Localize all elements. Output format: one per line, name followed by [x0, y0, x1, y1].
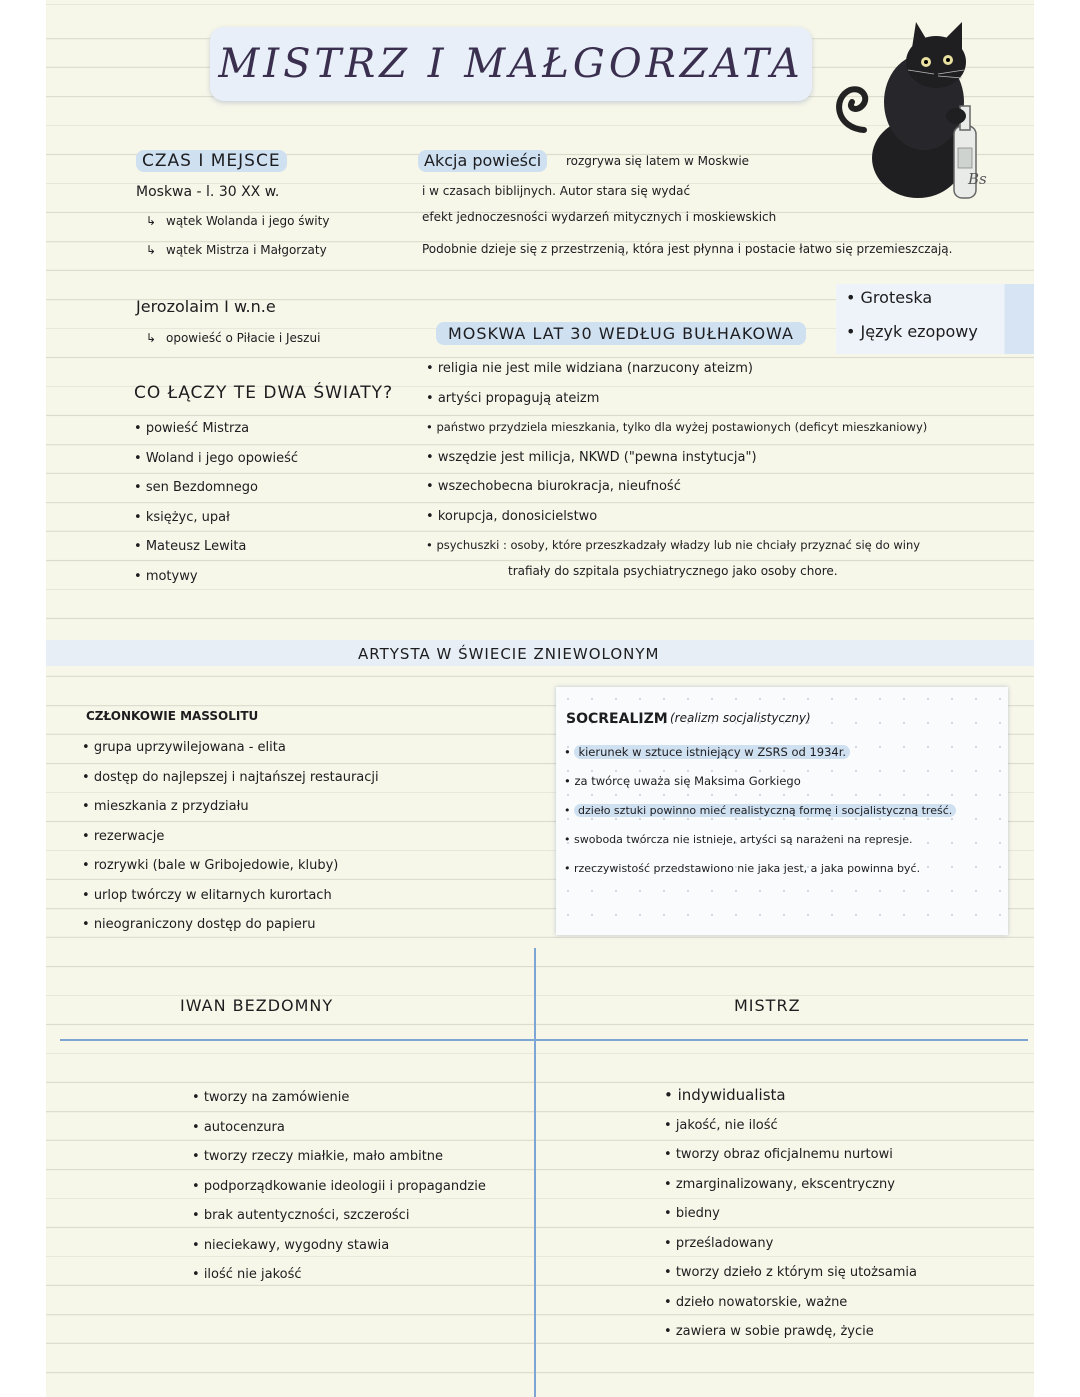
list-item: • prześladowany — [664, 1229, 917, 1259]
moscow-list — [426, 354, 927, 561]
list-item: • swoboda twórcza nie istnieje, artyści są narażeni na represje. — [564, 825, 956, 854]
list-item: • państwo przydziela mieszkania, tylko dla wyżej postawionych (deficyt mieszkaniowy) — [426, 413, 927, 443]
list-item: • korupcja, donosicielstwo — [426, 502, 927, 532]
mistrz-list — [664, 1081, 917, 1347]
cat-with-bottle-illustration — [826, 18, 1026, 208]
list-item: • tworzy rzeczy miałkie, mało ambitne — [192, 1142, 486, 1172]
list-item: • wszechobecna biurokracja, nieufność — [426, 472, 927, 502]
feature-text: Groteska — [860, 288, 933, 307]
list-item: • dzieło nowatorskie, ważne — [664, 1288, 917, 1318]
section-heading-laczy: CO ŁĄCZY TE DWA ŚWIATY? — [134, 383, 394, 403]
list-item-text: dzieło sztuki powinno mieć realistyczną formę i socjalistyczną treść. — [574, 804, 956, 817]
list-item: • powieść Mistrza — [134, 414, 298, 444]
list-item-text: kierunek w sztuce istniejący w ZSRS od 1934r. — [574, 745, 850, 759]
time-jerusalem: Jerozolaim I w.n.e — [136, 297, 276, 316]
section-heading-czas: CZAS I MEJSCE — [136, 150, 287, 172]
thread-arrow-icon: ↳ — [146, 214, 157, 228]
column-divider — [534, 948, 536, 1397]
page-title: MISTRZ I MAŁGORZATA — [218, 41, 804, 87]
list-item: • ilość nie jakość — [192, 1260, 486, 1290]
list-item: • księżyc, upał — [134, 503, 298, 533]
section-heading-massolit: CZŁONKOWIE MASSOLITU — [86, 709, 259, 723]
list-item: • podporządkowanie ideologii i propagandzie — [192, 1172, 486, 1202]
list-item: • rzeczywistość przedstawiono nie jaka jest, a jaka powinna być. — [564, 854, 956, 883]
list-item: • nieciekawy, wygodny stawia — [192, 1231, 486, 1261]
list-item: • zmarginalizowany, ekscentryczny — [664, 1170, 917, 1200]
row-divider — [60, 1039, 1028, 1041]
thread-woland: wątek Wolanda i jego świty — [166, 214, 330, 228]
plot-line: rozgrywa się latem w Moskwie — [566, 154, 750, 168]
section-heading-artysta: ARTYSTA W ŚWIECIE ZNIEWOLONYM — [358, 645, 660, 663]
list-item: • tworzy na zamówienie — [192, 1083, 486, 1113]
thread-arrow-icon: ↳ — [146, 243, 157, 257]
plot-line: Podobnie dzieje się z przestrzenią, która jest płynna i postacie łatwo się przemieszczają. — [422, 242, 953, 256]
massolit-list — [82, 733, 379, 940]
feature-jezyk: • Język ezopowy — [846, 322, 978, 341]
artist-signature: Bs — [968, 170, 987, 188]
list-item: • Mateusz Lewita — [134, 532, 298, 562]
list-item: • psychuszki : osoby, które przeszkadzały władzy lub nie chciały przyznać się do winy — [426, 531, 927, 561]
link-list — [134, 414, 298, 591]
socrealism-list — [564, 738, 956, 883]
list-item: • brak autentyczności, szczerości — [192, 1201, 486, 1231]
list-item: • dostęp do najlepszej i najtańszej restauracji — [82, 763, 379, 793]
list-item: • indywidualista — [664, 1081, 917, 1111]
iwan-list — [192, 1083, 486, 1290]
plot-label: Akcja powieści — [418, 150, 547, 172]
plot-line: efekt jednoczesności wydarzeń mitycznych i moskiewskich — [422, 210, 777, 224]
time-moscow: Moskwa - l. 30 XX w. — [136, 184, 280, 200]
list-item: • religia nie jest mile widziana (narzucony ateizm) — [426, 354, 927, 384]
list-item: • grupa uprzywilejowana - elita — [82, 733, 379, 763]
list-item: • nieograniczony dostęp do papieru — [82, 910, 379, 940]
list-item: • urlop twórczy w elitarnych kurortach — [82, 881, 379, 911]
feature-groteska: • Groteska — [846, 288, 933, 307]
plot-line: i w czasach biblijnych. Autor stara się wydać — [422, 184, 691, 198]
section-heading-mistrz: MISTRZ — [734, 996, 801, 1015]
list-item: • tworzy obraz oficjalnemu nurtowi — [664, 1140, 917, 1170]
title-banner — [210, 27, 812, 101]
section-heading-iwan: IWAN BEZDOMNY — [180, 996, 334, 1015]
list-item: • motywy — [134, 562, 298, 592]
list-item: • rozrywki (bale w Gribojedowie, kluby) — [82, 851, 379, 881]
thread-arrow-icon: ↳ — [146, 331, 157, 345]
list-item: • za twórcę uważa się Maksima Gorkiego — [564, 767, 956, 796]
thread-master: wątek Mistrza i Małgorzaty — [166, 243, 327, 257]
notebook-page — [46, 0, 1034, 1397]
list-item: • wszędzie jest milicja, NKWD ("pewna instytucja") — [426, 443, 927, 473]
list-item: • autocenzura — [192, 1113, 486, 1143]
list-item: • mieszkania z przydziału — [82, 792, 379, 822]
list-item: • tworzy dzieło z którym się utożsamia — [664, 1258, 917, 1288]
section-heading-socrealizm: SOCREALIZM — [566, 711, 668, 727]
list-item: • sen Bezdomnego — [134, 473, 298, 503]
list-item: • zawiera w sobie prawdę, życie — [664, 1317, 917, 1347]
list-item: • Woland i jego opowieść — [134, 444, 298, 474]
list-item: • jakość, nie ilość — [664, 1111, 917, 1141]
list-item: • artyści propagują ateizm — [426, 384, 927, 414]
feature-text: Język ezopowy — [860, 322, 978, 341]
socrealism-subtitle: (realizm socjalistyczny) — [670, 711, 811, 725]
list-item: • rezerwacje — [82, 822, 379, 852]
moscow-list-continuation: trafiały do szpitala psychiatrycznego jako osoby chore. — [508, 564, 838, 578]
section-heading-moskwa: MOSKWA LAT 30 WEDŁUG BUŁHAKOWA — [436, 322, 806, 345]
list-item — [564, 796, 956, 825]
list-item — [564, 738, 956, 767]
list-item: • biedny — [664, 1199, 917, 1229]
story-pilate: opowieść o Piłacie i Jeszui — [166, 331, 321, 345]
